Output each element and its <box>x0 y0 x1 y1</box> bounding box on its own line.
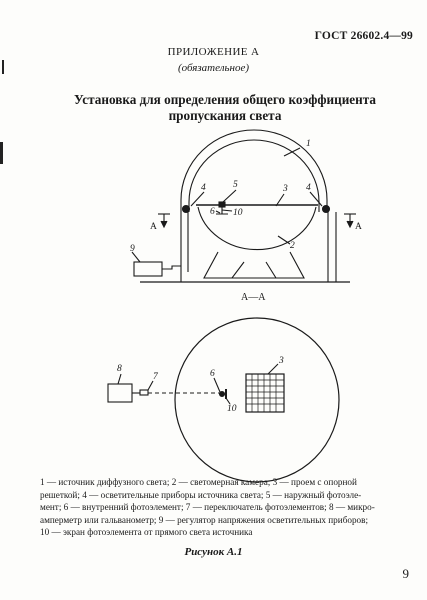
outer-photocell <box>219 202 225 207</box>
lamp-left <box>183 206 190 213</box>
label-6-bottom: 6 <box>210 369 215 379</box>
standard-number: ГОСТ 26602.4—99 <box>314 30 413 42</box>
page-number: 9 <box>402 566 409 581</box>
figure-title-line-1: Установка для определения общего коэффициента <box>74 92 376 107</box>
section-label-right: А <box>355 222 362 232</box>
section-title: А—А <box>241 292 266 303</box>
label-3-bottom: 3 <box>279 356 284 366</box>
label-6-top: 6 <box>210 207 215 217</box>
figure-label: Рисунок А.1 <box>184 546 243 558</box>
label-4-left: 4 <box>201 183 206 193</box>
caption-line-2: решеткой; 4 — осветительные приборы источника света; 5 — наружный фотоэле- <box>40 489 362 500</box>
caption-line-4: амперметр или гальванометр; 9 — регулятор напряжения осветительных приборов; <box>40 514 369 525</box>
label-10-top: 10 <box>233 208 243 218</box>
caption-line-3: мент; 6 — внутренний фотоэлемент; 7 — переключатель фотоэлементов; 8 — микро- <box>40 502 375 512</box>
caption-line-1: 1 — источник диффузного света; 2 — светомерная камера; 3 — проем с опорной <box>40 477 357 487</box>
support-grid <box>246 374 284 412</box>
lamp-right <box>323 206 330 213</box>
microammeter <box>108 384 132 402</box>
appendix-status: (обязательное) <box>177 62 250 74</box>
photocell-section <box>220 392 225 397</box>
label-10-bottom: 10 <box>227 404 237 414</box>
label-5: 5 <box>233 180 238 190</box>
section-marker-left <box>158 214 170 227</box>
label-9: 9 <box>130 244 135 254</box>
appendix-title: ПРИЛОЖЕНИЕ А <box>167 46 260 58</box>
sphere-stand <box>204 252 304 278</box>
label-2: 2 <box>290 241 295 251</box>
figure-title-line-2: пропускания света <box>168 108 282 123</box>
caption-line-5: 10 — экран фотоэлемента от прямого света источника <box>40 527 253 537</box>
label-1: 1 <box>306 139 311 149</box>
regulator-wire <box>162 266 181 269</box>
label-8: 8 <box>117 364 122 374</box>
switch <box>140 390 148 395</box>
sphere-section-circle <box>175 318 339 482</box>
voltage-regulator <box>134 262 162 276</box>
label-3-top: 3 <box>283 184 288 194</box>
section-label-left: А <box>150 222 157 232</box>
figure-caption <box>40 476 390 539</box>
label-7: 7 <box>153 372 158 382</box>
label-4-right: 4 <box>306 183 311 193</box>
